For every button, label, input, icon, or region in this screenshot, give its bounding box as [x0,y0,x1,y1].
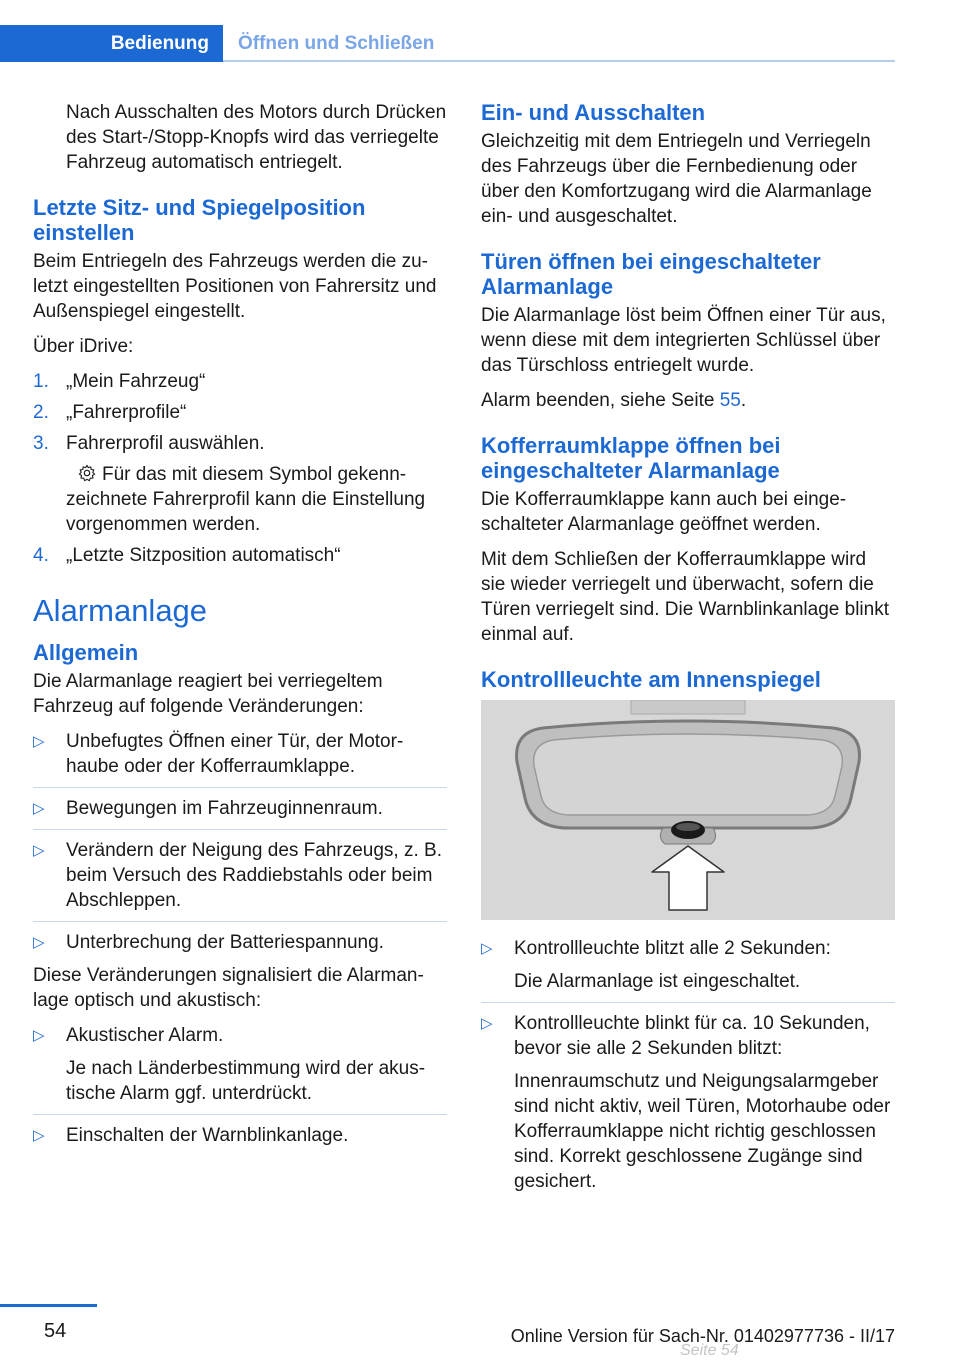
step-text: „Mein Fahrzeug“ [66,371,206,392]
list-item-text: Akustischer Alarm. [66,1025,224,1046]
list-item [481,936,895,961]
onoff-paragraph: Gleichzeitig mit dem Entriegeln und Verriegeln des Fahrzeugs über die Fernbedienung oder über den Komfortzugang wird die Alarmanlage ein- und ausgeschaltet. [481,131,872,227]
heading-alarm-system: Alarmanlage [33,593,208,628]
triangle-bullet-icon: ▷ [33,800,45,817]
trunk-paragraph-1: Die Kofferraumklappe kann auch bei eingeschalteter Alarmanlage geöffnet werden. [481,489,847,535]
chapter-tab-label: Bedienung [110,32,209,54]
step3-note [33,462,447,537]
list-item [33,729,447,779]
right-column [481,100,895,1202]
list-item-text: Kontrollleuchte blinkt für ca. 10 Sekunden, bevor sie alle 2 Sekunden blitzt: [514,1013,870,1059]
doors-paragraph: Die Alarmanlage löst beim Öffnen einer Tür aus, wenn diese mit dem integrierten Schlüssel über das Türschloss entriegelt wurde. [481,305,886,376]
online-version-note: Online Version für Sach-Nr. 01402977736 - II/17 [510,1326,895,1346]
heading-general: Allgemein [33,640,139,665]
list-item-subtext: Je nach Länderbestimmung wird der akustische Alarm ggf. unterdrückt. [66,1058,426,1104]
heading-trunk: Kofferraumklappe öffnen bei eingeschalteter Alarmanlage [481,433,781,483]
step-number: 3. [33,433,49,454]
triangle-bullet-icon: ▷ [33,1027,45,1044]
triangle-bullet-icon: ▷ [481,1015,493,1032]
page-header [0,25,895,62]
list-separator [33,921,447,922]
list-item [33,838,447,913]
step-item [33,369,447,394]
signal-paragraph: Diese Veränderungen signalisiert die Alarmanlage optisch und akustisch: [33,965,424,1011]
list-item [33,796,447,821]
list-item [33,1123,447,1148]
list-item-text: Kontrollleuchte blitzt alle 2 Sekunden: [514,938,831,959]
mirror-illustration [481,700,895,920]
step-number: 2. [33,402,49,423]
step-item [33,400,447,425]
list-item-text: Bewegungen im Fahrzeuginnenraum. [66,798,383,819]
list-separator [33,787,447,788]
list-item [481,1011,895,1061]
triangle-bullet-icon: ▷ [33,842,45,859]
list-item-text: Verändern der Neigung des Fahrzeugs, z. B. beim Versuch des Raddiebstahls oder beim Abschleppen. [66,840,443,911]
seat-paragraph: Beim Entriegeln des Fahrzeugs werden die zuletzt eingestellten Positionen von Fahrersitz und Außenspiegel eingestellt. [33,251,437,322]
triangle-bullet-icon: ▷ [33,733,45,750]
list-item [33,930,447,955]
left-column [33,100,447,1156]
footer-rule [0,1304,97,1307]
header-rule [223,60,895,62]
page-link[interactable]: 55 [719,390,741,411]
list-item-subtext: Innenraumschutz und Neigungsalarmgeber sind nicht aktiv, weil Türen, Motorhaube oder Kofferraumklappe nicht richtig geschlossen sind. Korrekt geschlossene Zugänge sind gesichert. [514,1071,891,1192]
list-item-subtext: Die Alarmanlage ist eingeschaltet. [514,971,801,992]
heading-indicator-lamp: Kontrollleuchte am Innenspiegel [481,667,821,692]
step-item [33,543,447,568]
alarm-end-text: Alarm beenden, siehe Seite [481,390,720,411]
step-text: „Fahrerprofile“ [66,402,187,423]
heading-on-off: Ein- und Ausschalten [481,100,706,125]
gear-icon [78,464,96,482]
list-separator [481,1002,895,1003]
triangle-bullet-icon: ▷ [33,1127,45,1144]
list-item-text: Einschalten der Warnblinkanlage. [66,1125,349,1146]
step-number: 4. [33,545,49,566]
step-text: „Letzte Sitzposition automatisch“ [66,545,341,566]
list-separator [33,1114,447,1115]
heading-seat-position: Letzte Sitz- und Spiegelposition einstellen [33,195,366,245]
page-number: 54 [44,1320,67,1342]
general-paragraph: Die Alarmanlage reagiert bei verriegeltem Fahrzeug auf folgende Veränderungen: [33,671,383,717]
heading-doors: Türen öffnen bei eingeschalteter Alarmanlage [481,249,821,299]
step-number: 1. [33,371,49,392]
section-tab-label: Öffnen und Schließen [238,32,435,54]
trunk-paragraph-2: Mit dem Schließen der Kofferraumklappe wird sie wieder verriegelt und überwacht, sofern die Türen verriegelt sind. Die Warnblinkanlage blinkt einmal auf. [481,549,889,645]
step3-note-text: Für das mit diesem Symbol gekennzeichnete Fahrerprofil kann die Einstellung vorgenommen werden. [66,464,426,535]
step-item [33,431,447,456]
section-tab [238,25,434,62]
intro-paragraph: Nach Ausschalten des Motors durch Drücken des Start-/Stopp-Knopfs wird das verriegelte Fahrzeug automatisch entriegelt. [66,102,447,173]
alarm-end-paragraph [481,388,895,413]
triangle-bullet-icon: ▷ [33,934,45,951]
idrive-paragraph: Über iDrive: [33,336,134,357]
chapter-tab [0,25,223,62]
mirror-drawing [481,700,895,920]
list-separator [33,829,447,830]
list-item-text: Unbefugtes Öffnen einer Tür, der Motorhaube oder der Kofferraumklappe. [66,731,404,777]
list-item-text: Unterbrechung der Batteriespannung. [66,932,384,953]
triangle-bullet-icon: ▷ [481,940,493,957]
alarm-end-suffix: . [740,390,747,411]
watermark-text: Seite 54 [680,1342,739,1359]
step-text: Fahrerprofil auswählen. [66,433,265,454]
list-item [33,1023,447,1048]
